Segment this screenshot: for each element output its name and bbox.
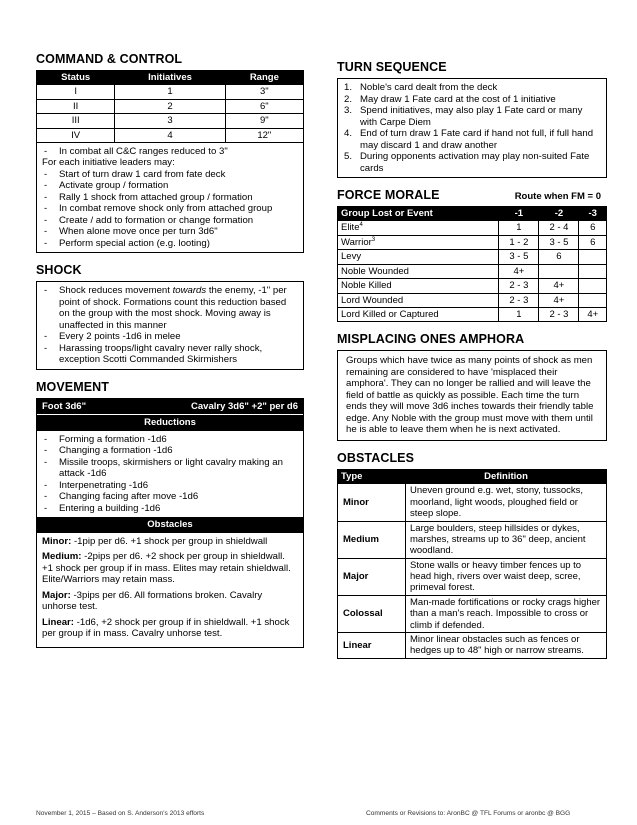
foot-rate: Foot 3d6" [42, 400, 87, 412]
obstacle-definition: Uneven ground e.g. wet, stony, tussocks, moorland, light woods, ploughed field or steep slope. [406, 484, 607, 521]
shock-box [36, 281, 304, 370]
table-row [338, 484, 607, 521]
reductions-list [42, 434, 298, 515]
reductions-bar [37, 414, 303, 430]
minus1-cell: 2 - 3 [499, 293, 539, 307]
morale-header-event: Group Lost or Event [338, 207, 499, 221]
minus3-cell: 6 [579, 235, 607, 250]
event-cell: Levy [338, 250, 499, 264]
cavalry-rate: Cavalry 3d6" +2" per d6 [191, 400, 298, 412]
table-row [338, 279, 607, 293]
range-cell: 3" [225, 85, 303, 99]
shock-text-b: the enemy, -1" per point of shock. Formations count this reduction based on the group with the most shock. Moving away is unaffected in this manner [59, 285, 287, 331]
right-column [337, 60, 607, 669]
step-text: May draw 1 Fate card at the cost of 1 initiative [360, 93, 556, 105]
obstacle-definition: Large boulders, steep hillsides or dykes, marshes, streams up to 36" deep, ancient woodland. [406, 521, 607, 558]
route-note: Route when FM = 0 [514, 190, 601, 202]
obstacle-type: Major [338, 558, 406, 595]
obstacle-type: Minor [338, 484, 406, 521]
minus3-cell: 6 [579, 221, 607, 236]
turn-sequence-section [337, 60, 607, 178]
obstacle-effects-box [37, 533, 303, 647]
status-cell: IV [37, 128, 115, 142]
footnote-marker: 4 [359, 222, 363, 229]
table-row [338, 633, 607, 659]
range-cell: 12" [225, 128, 303, 142]
footer-right: Comments or Revisions to: AronBC @ TFL Forums or aronbc @ BGG [366, 810, 571, 817]
linear-text: -1d6, +2 shock per group if in shieldwall. +1 shock per group if in mass. Cavalry unhorse test. [42, 616, 290, 640]
force-morale-section [337, 188, 607, 322]
list-item: - Missile troops, skirmishers or light cavalry making an attack -1d6 [42, 457, 298, 480]
minus1-cell: 1 [499, 221, 539, 236]
minus2-cell: 4+ [539, 279, 579, 293]
list-item: - In combat remove shock only from attached group [42, 203, 298, 215]
event-cell [338, 221, 499, 236]
list-item [343, 94, 601, 106]
left-column [36, 52, 304, 658]
table-row [338, 293, 607, 307]
minus2-cell: 3 - 5 [539, 235, 579, 250]
list-item: - Entering a building -1d6 [42, 503, 298, 515]
minus3-cell [579, 279, 607, 293]
status-cell: II [37, 99, 115, 113]
list-item: - Interpenetrating -1d6 [42, 480, 298, 492]
medium-effect [42, 551, 298, 586]
table-row [37, 114, 304, 128]
list-item [343, 82, 601, 94]
amphora-text: Groups which have twice as many points of shock as men remaining are considered to have 'misplaced their amphora'. They can no longer be rallied and will leave the field of battle as quickly as possible. Each time the turn ends they will move 3d6 inches towards their friendly table edge. Any Noble with the group must move with them until he is able to leave them when he is next activated. [346, 355, 594, 436]
step-text: Spend initiatives, may also play 1 Fate card or many with Carpe Diem [360, 105, 583, 128]
command-header-status: Status [37, 71, 115, 85]
amphora-title: MISPLACING ONES AMPHORA [337, 332, 525, 347]
command-header-range: Range [225, 71, 303, 85]
step-text: During opponents activation may play non-suited Fate cards [360, 151, 590, 174]
force-morale-heading [337, 188, 607, 203]
command-header-initiatives: Initiatives [115, 71, 225, 85]
obstacle-definition: Man-made fortifications or rocky crags higher than a man's reach. Impossible to cross or climb if defended. [406, 595, 607, 632]
obstacles-label: Obstacles [147, 519, 193, 531]
list-item [343, 128, 601, 151]
minus1-cell: 1 [499, 308, 539, 322]
event-name: Warrior [341, 237, 372, 249]
reductions-label: Reductions [144, 417, 196, 429]
list-item: - Start of turn draw 1 card from fate deck [42, 169, 298, 181]
minus2-cell: 2 - 4 [539, 221, 579, 236]
list-item: - Forming a formation -1d6 [42, 434, 298, 446]
reductions-list-box [37, 431, 303, 518]
morale-table [337, 206, 607, 322]
minor-effect [42, 536, 298, 548]
step-number: 4. [344, 128, 353, 139]
minus2-cell: 2 - 3 [539, 308, 579, 322]
footer-left: November 1, 2015 – Based on S. Anderson's 2013 efforts [36, 810, 205, 817]
table-row [338, 308, 607, 322]
minus3-cell [579, 264, 607, 278]
table-row [338, 558, 607, 595]
table-row [338, 221, 607, 236]
list-item: - Changing a formation -1d6 [42, 445, 298, 457]
minus3-cell: 4+ [579, 308, 607, 322]
list-item: - Changing facing after move -1d6 [42, 491, 298, 503]
command-each-intro: For each initiative leaders may: [42, 157, 175, 169]
command-notes-box [36, 143, 304, 254]
major-label: Major: [42, 589, 71, 601]
initiatives-cell: 4 [115, 128, 225, 142]
shock-section [36, 263, 304, 370]
movement-section [36, 380, 304, 648]
table-row [338, 521, 607, 558]
list-item: - Perform special action (e.g. looting) [42, 238, 298, 250]
list-item: - Harassing troops/light cavalry never rally shock, exception Scotti Commanded Skirmishers [42, 343, 298, 366]
list-item [42, 285, 298, 331]
status-cell: III [37, 114, 115, 128]
minus2-cell: 6 [539, 250, 579, 264]
table-row [338, 250, 607, 264]
obstacles-table [337, 469, 607, 659]
initiatives-cell: 2 [115, 99, 225, 113]
movement-rates-bar [37, 399, 303, 414]
event-cell: Noble Killed [338, 279, 499, 293]
medium-label: Medium: [42, 551, 82, 563]
event-cell: Lord Killed or Captured [338, 308, 499, 322]
amphora-section [337, 332, 607, 441]
obstacle-type: Linear [338, 633, 406, 659]
command-table [36, 70, 304, 143]
initiatives-cell: 1 [115, 85, 225, 99]
shock-title: SHOCK [36, 263, 82, 278]
list-item [343, 151, 601, 174]
linear-effect [42, 617, 298, 640]
step-number: 2. [344, 93, 353, 105]
range-cell: 6" [225, 99, 303, 113]
step-text: Noble's card dealt from the deck [360, 82, 498, 93]
linear-label: Linear: [42, 616, 74, 628]
table-row [37, 99, 304, 113]
minor-text: -1pip per d6. +1 shock per group in shieldwall [71, 535, 268, 547]
command-items-list [42, 169, 298, 250]
shock-list [42, 285, 298, 366]
step-number: 3. [344, 105, 353, 116]
obstacle-definition: Stone walls or heavy timber fences up to head high, rivers over waist deep, scree, primeval forest. [406, 558, 607, 595]
table-row [338, 235, 607, 250]
initiatives-cell: 3 [115, 114, 225, 128]
movement-box [36, 398, 304, 648]
minus1-cell: 3 - 5 [499, 250, 539, 264]
obstacles-bar [37, 517, 303, 532]
obstacle-type: Medium [338, 521, 406, 558]
obstacle-type: Colossal [338, 595, 406, 632]
range-cell: 9" [225, 114, 303, 128]
step-text: End of turn draw 1 Fate card if hand not full, if full hand may discard 1 and draw another [360, 128, 594, 151]
list-item [343, 105, 601, 128]
event-name: Elite [341, 222, 360, 234]
movement-title: MOVEMENT [36, 379, 110, 394]
morale-header-minus2: -2 [539, 207, 579, 221]
event-cell: Lord Wounded [338, 293, 499, 307]
obstacles-section [337, 451, 607, 659]
turn-sequence-list [343, 82, 601, 174]
list-item: - Activate group / formation [42, 180, 298, 192]
obstacles-header-definition: Definition [406, 469, 607, 483]
turn-sequence-title: TURN SEQUENCE [337, 60, 447, 74]
medium-text: -2pips per d6. +2 shock per group in shieldwall. +1 shock per group if in mass. Elites may retain shieldwall. Elite/Warriors may retain mass. [42, 551, 291, 586]
table-row [37, 85, 304, 99]
minus1-cell: 2 - 3 [499, 279, 539, 293]
footnote-marker: 3 [371, 236, 376, 243]
event-cell: Noble Wounded [338, 264, 499, 278]
obstacles-header-type: Type [338, 469, 406, 483]
step-number: 5. [344, 151, 353, 162]
minus2-cell [539, 264, 579, 278]
status-cell: I [37, 85, 115, 99]
turn-sequence-box [337, 78, 607, 178]
list-item: - Every 2 points -1d6 in melee [42, 331, 298, 343]
table-row [338, 264, 607, 278]
force-morale-title: FORCE MORALE [337, 188, 440, 202]
obstacle-definition: Minor linear obstacles such as fences or hedges up to 48" high or narrow streams. [406, 633, 607, 659]
shock-text-a: Shock reduces movement [59, 285, 173, 297]
minus1-cell: 1 - 2 [499, 235, 539, 250]
amphora-box [337, 350, 607, 441]
step-number: 1. [344, 82, 353, 93]
major-text: -3pips per d6. All formations broken. Cavalry unhorse test. [42, 589, 263, 613]
list-item: - Create / add to formation or change formation [42, 215, 298, 227]
major-effect [42, 590, 298, 613]
shock-text-emphasis: towards [172, 285, 207, 297]
morale-header-minus3: -3 [579, 207, 607, 221]
minor-label: Minor: [42, 535, 72, 547]
command-combat-note-list [42, 146, 298, 158]
minus3-cell [579, 293, 607, 307]
command-control-section [36, 52, 304, 253]
event-cell [338, 235, 499, 250]
table-row [37, 128, 304, 142]
list-item: - Rally 1 shock from attached group / formation [42, 192, 298, 204]
minus2-cell: 4+ [539, 293, 579, 307]
minus1-cell: 4+ [499, 264, 539, 278]
table-row [338, 595, 607, 632]
list-item: - In combat all C&C ranges reduced to 3" [42, 146, 298, 158]
list-item: - When alone move once per turn 3d6" [42, 226, 298, 238]
command-control-title: COMMAND & CONTROL [36, 52, 183, 66]
minus3-cell [579, 250, 607, 264]
obstacles-title: OBSTACLES [337, 450, 415, 465]
morale-header-minus1: -1 [499, 207, 539, 221]
